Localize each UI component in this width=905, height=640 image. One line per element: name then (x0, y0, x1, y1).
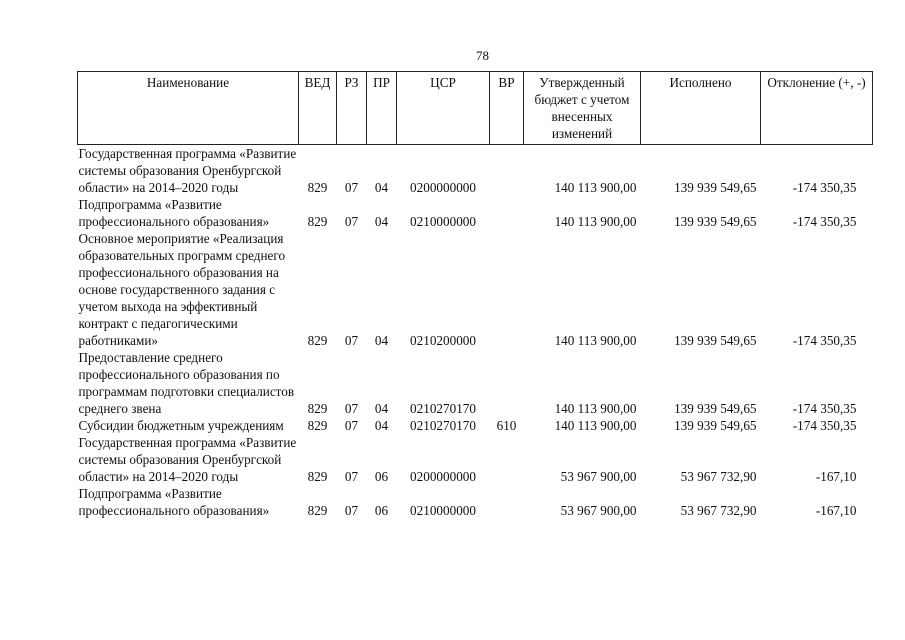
row-rz: 07 (344, 214, 359, 229)
row-deviation: -167,10 (815, 503, 857, 518)
page-number: 78 (476, 48, 489, 63)
row-rz: 07 (344, 333, 359, 348)
row-name: Субсидии бюджетным учреждениям (78, 418, 284, 433)
row-ved: 829 (307, 503, 328, 518)
row-ved: 829 (307, 469, 328, 484)
row-deviation: -174 350,35 (792, 333, 857, 348)
row-pr: 04 (374, 418, 389, 433)
row-name: Подпрограмма «Развитие профессионального образования» (78, 486, 270, 518)
row-rz: 07 (344, 418, 359, 433)
row-name: Предоставление среднего профессионального образования по программам подготовки специалистов среднего звена (78, 350, 295, 416)
table-row (78, 485, 873, 519)
table-row (78, 196, 873, 230)
row-executed: 139 939 549,65 (674, 418, 757, 433)
row-name: Государственная программа «Развитие системы образования Оренбургской области» на 2014–2020 годы (78, 435, 297, 484)
row-csr: 0210270170 (410, 401, 476, 416)
header-name: Наименование (78, 72, 299, 145)
table-row (78, 434, 873, 485)
row-vr (490, 230, 524, 349)
row-name: Государственная программа «Развитие системы образования Оренбургской области» на 2014–2020 годы (78, 146, 297, 195)
table-row (78, 349, 873, 417)
header-csr: ЦСР (397, 72, 490, 145)
row-executed: 139 939 549,65 (674, 180, 757, 195)
row-ved: 829 (307, 333, 328, 348)
row-ved: 829 (307, 401, 328, 416)
row-ved: 829 (307, 180, 328, 195)
row-vr (490, 196, 524, 230)
row-budget: 140 113 900,00 (554, 418, 637, 433)
header-executed: Исполнено (641, 72, 761, 145)
table-row (78, 417, 873, 434)
row-vr: 610 (496, 418, 517, 433)
row-pr: 06 (374, 469, 389, 484)
row-deviation: -167,10 (815, 469, 857, 484)
row-name: Подпрограмма «Развитие профессионального образования» (78, 197, 270, 229)
table-row (78, 230, 873, 349)
row-budget: 53 967 900,00 (560, 503, 637, 518)
row-name: Основное мероприятие «Реализация образовательных программ среднего профессионального образования на основе государственного задания с учетом выхода на эффективный контракт с педагогическими работниками» (78, 231, 286, 348)
row-ved: 829 (307, 418, 328, 433)
row-pr: 04 (374, 333, 389, 348)
row-rz: 07 (344, 503, 359, 518)
row-csr: 0210000000 (410, 214, 476, 229)
row-vr (490, 485, 524, 519)
row-vr (490, 349, 524, 417)
header-ved: ВЕД (299, 72, 337, 145)
row-csr: 0200000000 (410, 469, 476, 484)
row-rz: 07 (344, 180, 359, 195)
row-csr: 0210200000 (410, 333, 476, 348)
row-budget: 140 113 900,00 (554, 180, 637, 195)
row-executed: 139 939 549,65 (674, 214, 757, 229)
header-rz: РЗ (337, 72, 367, 145)
row-pr: 06 (374, 503, 389, 518)
row-ved: 829 (307, 214, 328, 229)
row-deviation: -174 350,35 (792, 180, 857, 195)
row-executed: 53 967 732,90 (680, 469, 757, 484)
row-pr: 04 (374, 401, 389, 416)
header-deviation: Отклонение (+, -) (761, 72, 873, 145)
row-csr: 0200000000 (410, 180, 476, 195)
header-vr: ВР (490, 72, 524, 145)
row-rz: 07 (344, 469, 359, 484)
header-pr: ПР (367, 72, 397, 145)
row-deviation: -174 350,35 (792, 418, 857, 433)
row-deviation: -174 350,35 (792, 401, 857, 416)
row-rz: 07 (344, 401, 359, 416)
table-row (78, 145, 873, 197)
row-pr: 04 (374, 180, 389, 195)
header-budget: Утвержденный бюджет с учетом внесенных изменений (524, 72, 641, 145)
row-csr: 0210270170 (410, 418, 476, 433)
budget-table (77, 71, 873, 519)
row-budget: 53 967 900,00 (560, 469, 637, 484)
table-header-row (78, 72, 873, 145)
row-budget: 140 113 900,00 (554, 333, 637, 348)
row-budget: 140 113 900,00 (554, 214, 637, 229)
row-budget: 140 113 900,00 (554, 401, 637, 416)
row-vr (490, 145, 524, 197)
row-vr (490, 434, 524, 485)
row-executed: 139 939 549,65 (674, 333, 757, 348)
row-executed: 53 967 732,90 (680, 503, 757, 518)
row-deviation: -174 350,35 (792, 214, 857, 229)
row-executed: 139 939 549,65 (674, 401, 757, 416)
row-pr: 04 (374, 214, 389, 229)
row-csr: 0210000000 (410, 503, 476, 518)
